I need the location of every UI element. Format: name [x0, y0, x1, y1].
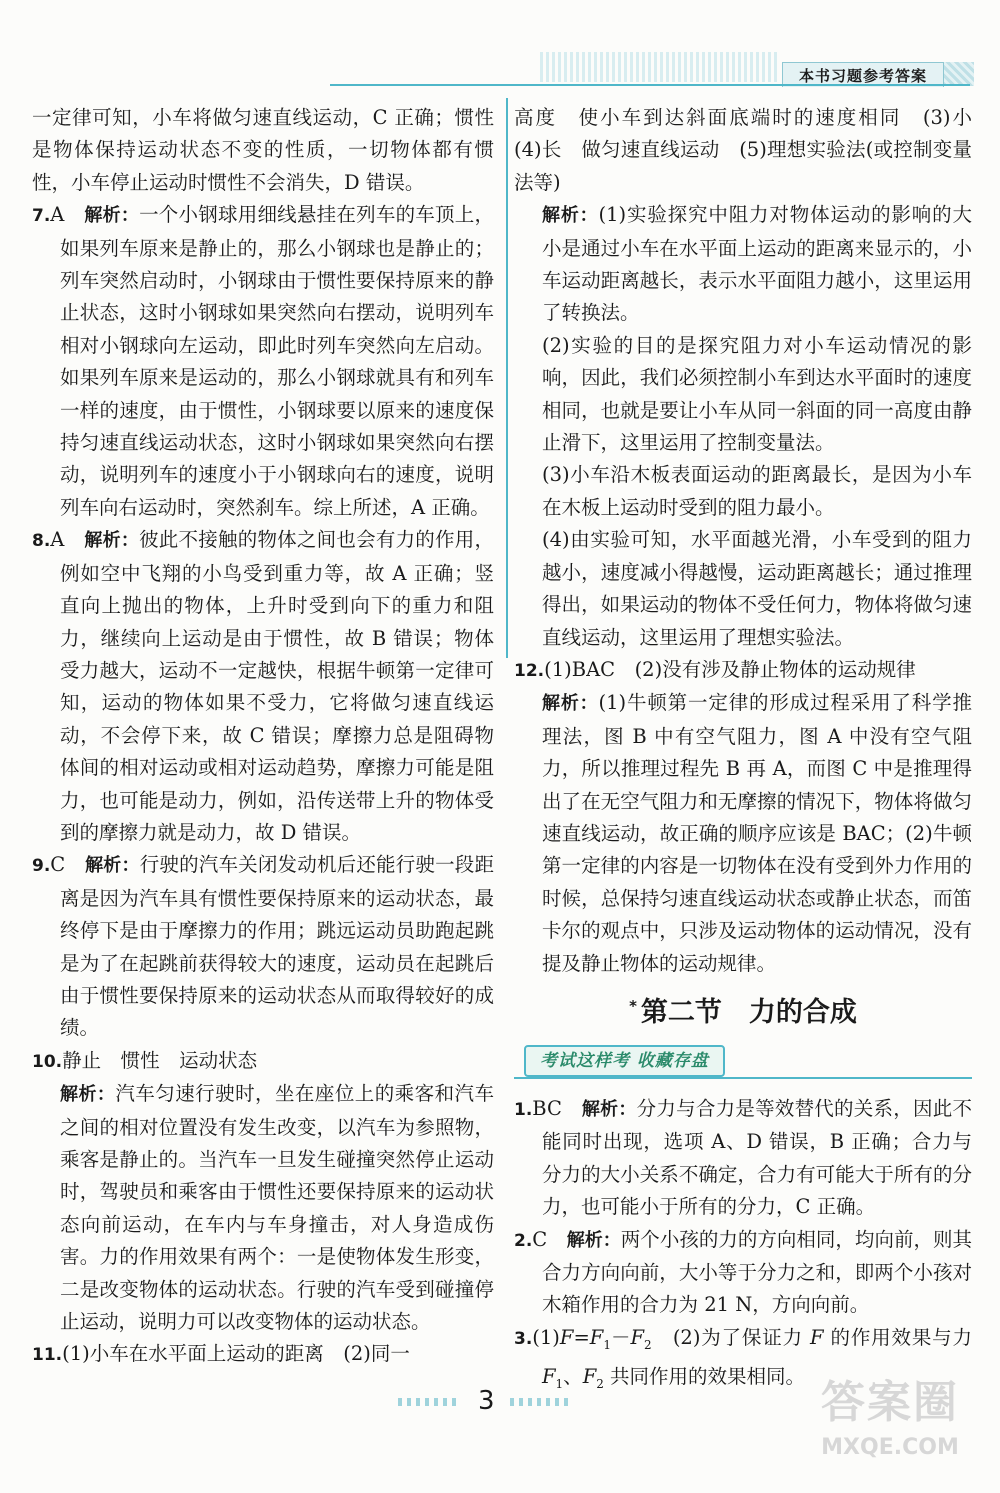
question-number: 7.	[32, 206, 51, 227]
analysis-text: 汽车匀速行驶时，坐在座位上的乘客和汽车之间的相对位置没有发生改变，以汽车为参照物，乘客是静止的。当汽车一旦发生碰撞突然停止运动时，驾驶员和乘客由于惯性还要保持原来的运动状态向前运动，在车内与车身撞击，对人身造成伤害。力的作用效果有两个：一是使物体发生形变，二是改变物体的运动状态。行驶的汽车受到碰撞停止运动，说明力可以改变物体的运动状态。	[60, 1082, 494, 1334]
answer-text	[514, 199, 972, 330]
answer-item	[32, 849, 494, 1044]
analysis-label: 解析：	[566, 1229, 621, 1251]
analysis-text: 一定律可知，小车将做匀速直线运动，C 正确；惯性是物体保持运动状态不变的性质，一切物体都有惯性，小车停止运动时惯性不会消失，D 错误。	[32, 106, 494, 194]
formula-part: F	[630, 1325, 645, 1349]
formula-part: F	[809, 1325, 824, 1349]
formula-part: F	[582, 1365, 597, 1389]
answer-choice: A	[50, 528, 65, 552]
analysis-label: 解析：	[84, 530, 140, 552]
answer-choice: A	[50, 203, 65, 227]
formula-part: 、	[563, 1365, 583, 1389]
formula-part: 2	[596, 1377, 604, 1391]
answer-item	[32, 199, 494, 524]
optional-star-icon: *	[629, 996, 637, 1015]
section-banner-label: 考试这样考 收藏存盘	[524, 1045, 725, 1077]
formula-part: F	[542, 1365, 556, 1389]
analysis-text: 两个小孩的力的方向相同，均向前，则其合力方向向前，大小等于分力之和，即两个小孩对木箱作用的合力为 21 N，方向向前。	[542, 1227, 972, 1317]
answer-choice: BC	[532, 1096, 562, 1120]
analysis-label: 解析：	[542, 205, 599, 227]
analysis-label: 解析：	[85, 855, 140, 877]
formula-part: F	[559, 1325, 574, 1349]
header-ornament	[540, 52, 780, 82]
answer-choice: C	[532, 1227, 548, 1251]
answer-choice: (1)BAC (2)没有涉及静止物体的运动规律	[544, 657, 916, 681]
analysis-text: (2)实验的目的是探究阻力对小车运动情况的影响，因此，我们必须控制小车到达水平面时的速度相同，也就是要让小车从同一斜面的同一高度由静止滑下，这里运用了控制变量法。	[542, 333, 972, 455]
watermark-logo: 答案圈 MXQE.COM	[821, 1377, 959, 1460]
answer-text	[514, 330, 972, 460]
analysis-text: (3)小车沿木板表面运动的距离最长，是因为小车在木板上运动时受到的阻力最小。	[542, 463, 972, 519]
analysis-text: 彼此不接触的物体之间也会有力的作用，例如空中飞翔的小鸟受到重力等，故 A 正确；竖直向上抛出的物体，上升时受到向下的重力和阻力，继续向上运动是由于惯性，故 B 错误；物体受力越大，运动不一定越快，根据牛顿第一定律可知，运动的物体如果不受力，它将做匀速直线运动，不会停下来，故 C 错误；摩擦力总是阻碍物体间的相对运动或相对运动趋势，摩擦力可能是阻力，也可能是动力，例如，沿传送带上升的物体受到的摩擦力就是动力，故 D 错误。	[60, 528, 494, 844]
answer-choice: 静止 惯性 运动状态	[62, 1048, 258, 1072]
formula-part: －	[610, 1325, 631, 1349]
answer-item	[32, 1045, 494, 1078]
formula-part: (1)	[532, 1325, 560, 1349]
question-number: 12.	[514, 660, 545, 681]
section-title-text: 第二节 力的合成	[640, 996, 857, 1028]
footer-ornament-right	[510, 1398, 570, 1406]
question-number: 11.	[32, 1345, 63, 1366]
answer-text	[514, 524, 972, 654]
analysis-label: 解析：	[60, 1084, 116, 1106]
section-title	[514, 986, 972, 1033]
formula-part: F	[589, 1325, 604, 1349]
answer-text	[514, 687, 972, 980]
analysis-label: 解析：	[581, 1098, 637, 1120]
column-divider	[506, 98, 508, 658]
answer-choice: (1)小车在水平面上运动的距离 (2)同一	[62, 1342, 410, 1366]
header-tab-decoration	[944, 62, 974, 86]
answer-item	[32, 524, 494, 849]
analysis-text: 行驶的汽车关闭发动机后还能行驶一段距离是因为汽车具有惯性要保持原来的运动状态，最终停下是由于摩擦力的作用；跳远运动员助跑起跳是为了在起跳前获得较大的速度，运动员在起跳后由于惯性要保持原来的运动状态从而取得较好的成绩。	[60, 853, 494, 1040]
question-number: 2.	[514, 1230, 533, 1251]
answer-item	[32, 1338, 494, 1371]
analysis-text: 分力与合力是等效替代的关系，因此不能同时出现，选项 A、D 错误，B 正确；合力与分力的大小关系不确定，合力有可能大于所有的分力，也可能小于所有的分力，C 正确。	[542, 1096, 972, 1219]
answer-text	[32, 102, 494, 199]
formula-part: 1	[603, 1337, 611, 1352]
answer-choice: C	[50, 853, 66, 877]
question-number: 8.	[32, 531, 51, 552]
formula-part: 1	[555, 1377, 564, 1391]
formula-part: (2)为了保证力	[651, 1325, 810, 1349]
header-label: 本书习题参考答案	[782, 62, 944, 87]
header-rule	[330, 84, 970, 86]
answer-text	[514, 459, 972, 524]
analysis-text: (4)由实验可知，水平面越光滑，小车受到的阻力越小，速度减小得越慢，运动距离越长；通过推理得出，如果运动的物体不受任何力，物体将做匀速直线运动，这里运用了理想实验法。	[542, 528, 972, 649]
analysis-text: (1)实验探究中阻力对物体运动的影响的大小是通过小车在水平面上运动的距离来显示的，小车运动距离越长，表示水平面阻力越小，这里运用了转换法。	[542, 203, 972, 325]
analysis-label: 解析：	[542, 693, 599, 715]
analysis-text: 高度 使小车到达斜面底端时的速度相同 (3)小 (4)长 做匀速直线运动 (5)理想实验法(或控制变量法等)	[514, 106, 992, 194]
question-number: 9.	[32, 856, 51, 877]
right-column	[514, 102, 992, 1400]
analysis-label: 解析：	[84, 205, 140, 227]
question-number: 3.	[514, 1328, 533, 1349]
answer-item	[514, 654, 972, 687]
formula-part: =	[573, 1325, 590, 1349]
footer-ornament-left	[398, 1398, 458, 1406]
formula-part: 2	[644, 1337, 652, 1352]
answer-item	[514, 1093, 972, 1224]
answer-text	[514, 102, 992, 199]
answer-item	[514, 1224, 972, 1322]
left-column	[32, 102, 494, 1372]
question-number: 10.	[32, 1051, 63, 1072]
analysis-text: 一个小钢球用细线悬挂在列车的车顶上，如果列车原来是静止的，那么小钢球也是静止的；列车突然启动时，小钢球由于惯性要保持原来的静止状态，这时小钢球如果突然向右摆动，说明列车相对小钢球向左运动，即此时列车突然向左启动。如果列车原来是运动的，那么小钢球就具有和列车一样的速度，由于惯性，小钢球要以原来的速度保持匀速直线运动状态，这时小钢球如果突然向右摆动，说明列车的速度小于小钢球向右的速度，说明列车向右运动时，突然刹车。综上所述，A 正确。	[60, 203, 494, 519]
question-number: 1.	[514, 1099, 533, 1120]
answer-text	[32, 1078, 494, 1338]
page-number: 3	[478, 1386, 495, 1416]
section-banner	[514, 1043, 972, 1079]
formula-part: 的作用效果与力	[823, 1325, 972, 1349]
analysis-text: (1)牛顿第一定律的形成过程采用了科学推理法，图 B 中有空气阻力，图 A 中没有空气阻力，所以推理过程先 B 再 A，而图 C 中是推理得出了在无空气阻力和无摩擦的情况下，物体将做匀速直线运动，故正确的顺序应该是 BAC；(2)牛顿第一定律的内容是一切物体在没有受到外力作用的时候，总保持匀速直线运动状态或静止状态，而笛卡尔的观点中，只涉及运动物体的运动情况，没有提及静止物体的运动规律。	[542, 691, 972, 975]
formula-part: 共同作用的效果相同。	[603, 1365, 806, 1389]
